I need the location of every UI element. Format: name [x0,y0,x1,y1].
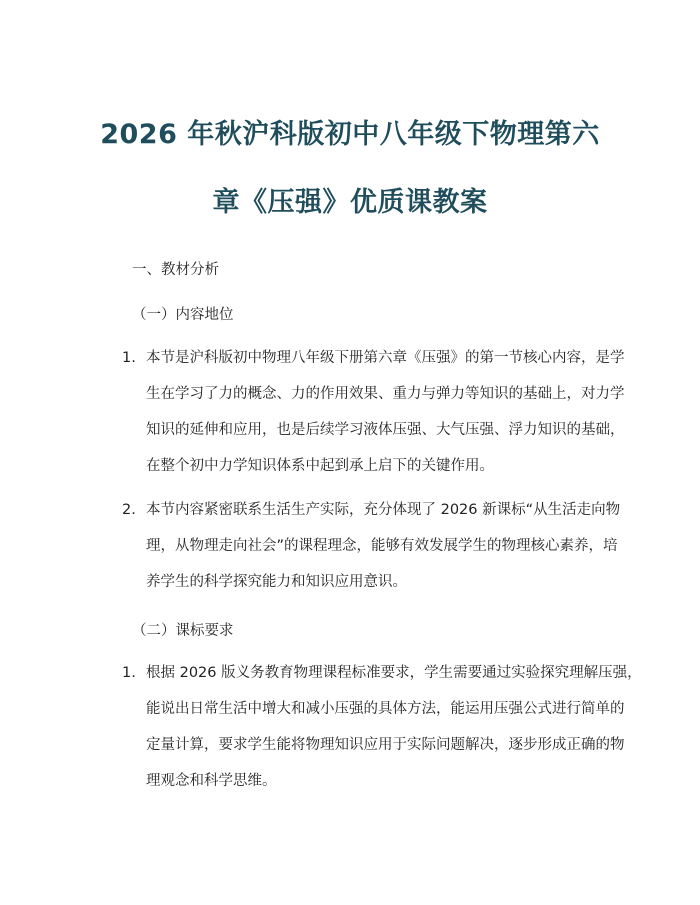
list-item [122,492,621,600]
section-heading-textbook-analysis: 一、教材分析 [132,262,219,278]
paragraph-line: 定量计算，要求学生能将物理知识应用于实际问题解决，逐步形成正确的物 [146,737,625,753]
list-item [122,340,625,484]
list-item-number: 1. [122,665,136,681]
paragraph-line: 根据 2026 版义务教育物理课程标准要求，学生需要通过实验探究理解压强， [146,665,642,681]
paragraph-line: 能说出日常生活中增大和减小压强的具体方法，能运用压强公式进行简单的 [146,701,625,717]
document-title-line-2: 章《压强》优质课教案 [212,187,488,218]
paragraph-line: 理观念和科学思维。 [146,773,277,789]
list-item-paragraph [146,340,625,484]
paragraph-line: 本节内容紧密联系生活生产实际，充分体现了 2026 新课标“从生活走向物 [146,502,621,518]
paragraph-line: 生在学习了力的概念、力的作用效果、重力与弹力等知识的基础上，对力学 [146,386,625,402]
document-title-line-1: 2026 年秋沪科版初中八年级下物理第六 [100,119,600,150]
subsection-heading-curriculum-requirements: （二）课标要求 [132,623,234,639]
list-item-number: 1. [122,350,136,366]
paragraph-line: 在整个初中力学知识体系中起到承上启下的关键作用。 [146,458,494,474]
list-item [122,655,642,799]
subsection-heading-content-position: （一）内容地位 [132,307,234,323]
paragraph-line: 理，从物理走向社会”的课程理念，能够有效发展学生的物理核心素养，培 [146,538,618,554]
paragraph-line: 知识的延伸和应用，也是后续学习液体压强、大气压强、浮力知识的基础， [146,422,625,438]
list-item-number: 2. [122,502,136,518]
list-item-paragraph [146,655,642,799]
paragraph-line: 养学生的科学探究能力和知识应用意识。 [146,574,407,590]
list-item-paragraph [146,492,621,600]
paragraph-line: 本节是沪科版初中物理八年级下册第六章《压强》的第一节核心内容，是学 [146,350,625,366]
